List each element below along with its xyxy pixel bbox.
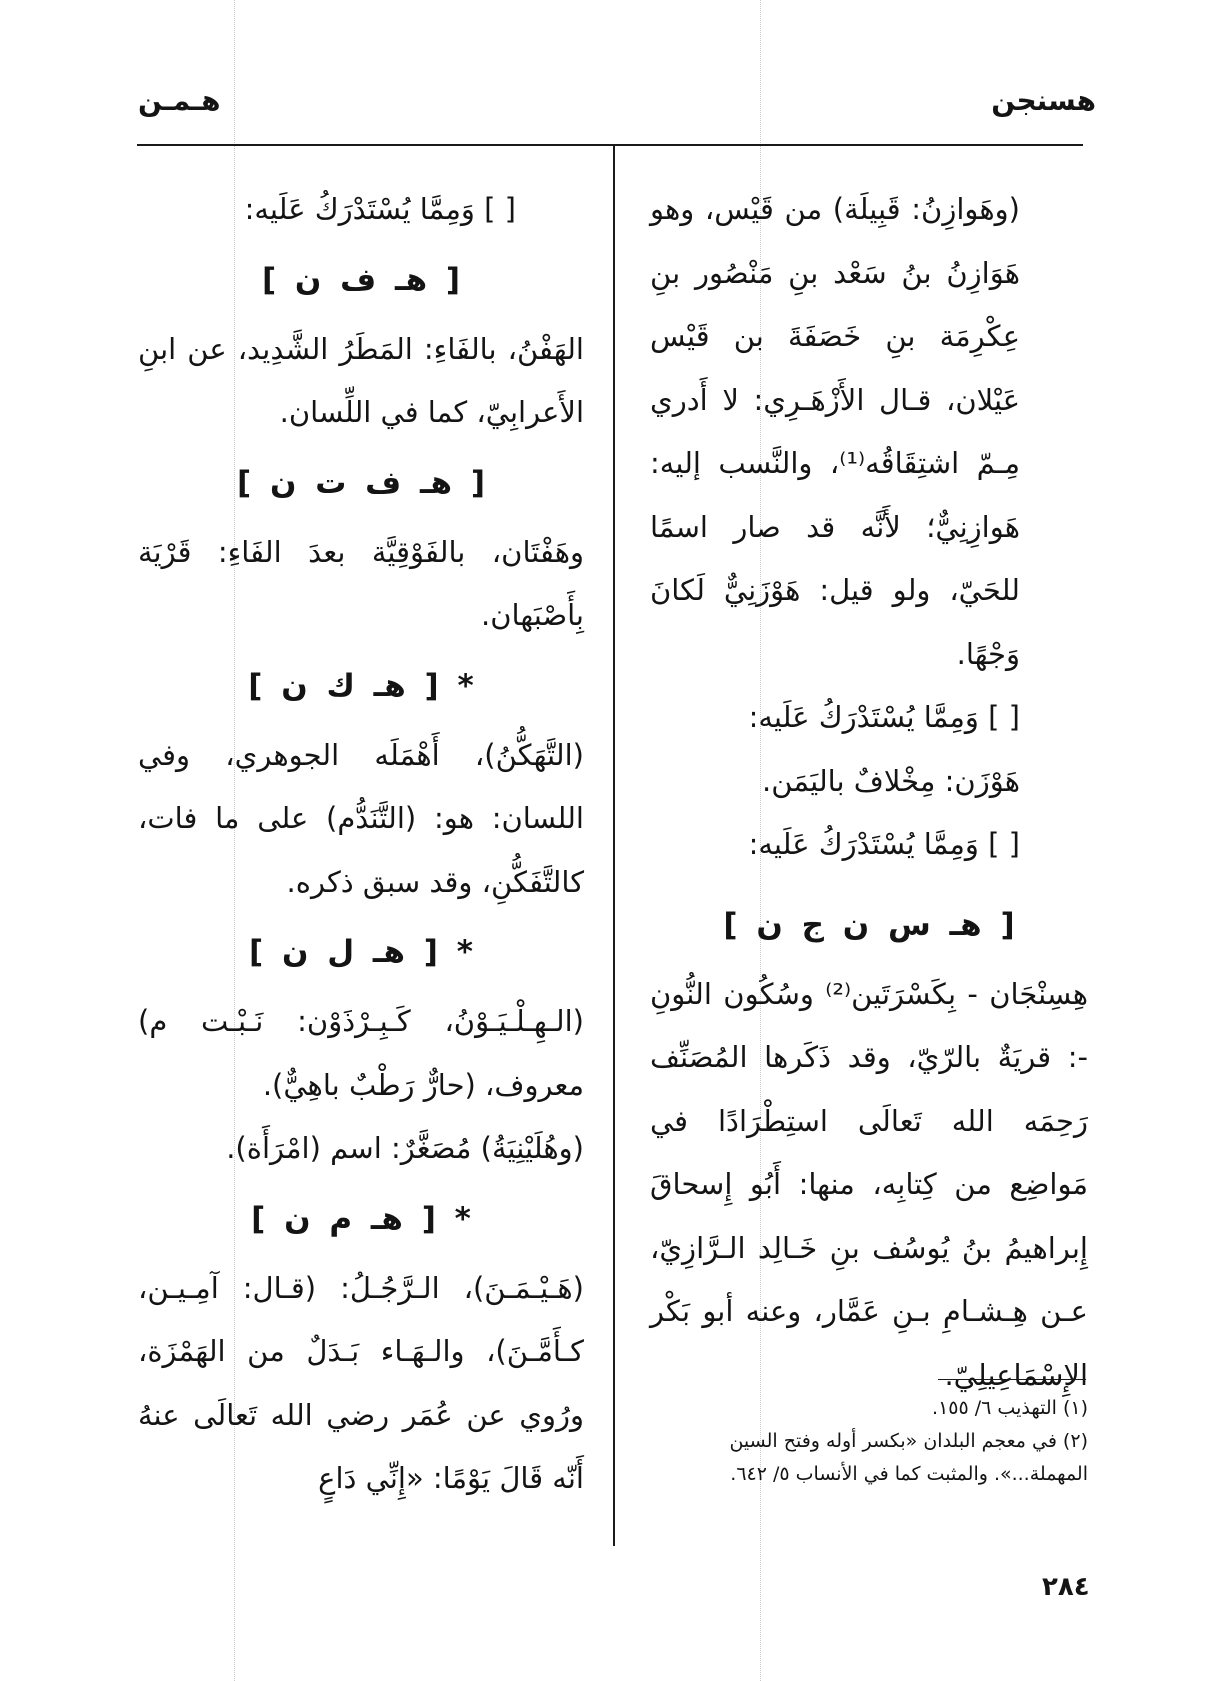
paragraph: هَوْزَن: مِخْلافٌ باليَمَن.	[762, 763, 1020, 798]
footnotes	[650, 1392, 1088, 1491]
paragraph: هِسِنْجَان - بِكَسْرَتَين⁽²⁾ وسُكُون النُّونِ -: قريَةٌ بالرّيّ، وقد ذَكَرها المُصَنِّف رَحِمَه الله تَعالَى استِطْرَادًا في مَواضِع من كِتابِه، منها: أَبُو إِسحاقَ إِبراهيمُ بنُ يُوسُف بنِ خَـالِد الـرَّازِيّ، عـن هِـشـامِ بـنِ عَمَّار، وعنه أبو بَكْر الإِسْمَاعِيلِيّ.	[650, 976, 1088, 1392]
footnote: (٢) في معجم البلدان «بكسر أوله وفتح السين المهملة...». والمثبت كما في الأنساب ٥/ ٦٤٢.	[729, 1430, 1088, 1485]
entry-heading: * [ هـ ك ن ]	[248, 667, 474, 704]
running-header-left: هـمـن	[138, 84, 221, 117]
entry-heading: [ هـ ف ت ن ]	[236, 464, 485, 501]
paragraph: (وهَوازِنُ: قَبِيلَة) من قَيْس، وهو هَوَازِنُ بنُ سَعْد بنِ مَنْصُور بنِ عِكْرِمَة بنِ خَصَفَةَ بن قَيْس عَيْلان، قـال الأَزْهَـرِي: لا أَدري مِـمّ اشتِقَاقُه⁽¹⁾، والنَّسب إليه: هَوازِنِيٌّ؛ لأَنَّه قد صار اسمًا للحَيّ، ولو قيل: هَوْزَنِيٌّ لَكانَ وَجْهًا.	[650, 192, 1020, 671]
entry-heading: * [ هـ ل ن ]	[249, 934, 473, 970]
paragraph: [ ] وَمِمَّا يُسْتَدْرَكُ عَلَيه:	[244, 192, 516, 226]
paragraph: وهَفْتَان، بالفَوْقِيَّة بعدَ الفَاءِ: قَرْيَة بِأَصْبَهان.	[138, 534, 584, 632]
paragraph: الهَفْنُ، بالفَاءِ: المَطَرُ الشَّدِيد، عن ابنِ الأَعرابِيّ، كما في اللِّسان.	[138, 331, 584, 429]
left-column	[138, 178, 584, 1511]
header-rule	[137, 144, 1083, 146]
paragraph: (وهُلَيْنِيَةُ) مُصَغَّرٌ: اسم (امْرَأَة).	[226, 1131, 584, 1165]
footnote-rule	[938, 1379, 1086, 1380]
right-column	[650, 178, 1088, 1407]
paragraph: (هَـيْـمَـنَ)، الـرَّجُـلُ: (قـال: آمِـيـن، كـأَمَّـنَ)، والـهَـاء بَـدَلٌ من الهَمْزَة، ورُوي عن عُمَر رضي الله تَعالَى عنهُ أَنّه قَالَ يَوْمًا: «إِنِّي دَاعٍ	[138, 1270, 584, 1495]
running-header-right: هسنجن	[991, 84, 1096, 117]
page-number: ٢٨٤	[1042, 1572, 1090, 1602]
paragraph: [ ] وَمِمَّا يُسْتَدْرَكُ عَلَيه:	[748, 700, 1020, 734]
paragraph: [ ] وَمِمَّا يُسْتَدْرَكُ عَلَيه:	[748, 827, 1020, 861]
column-divider	[613, 146, 615, 1546]
paragraph: (التَّهَكُّنُ)، أَهْمَلَه الجوهري، وفي اللسان: هو: (التَّنَدُّم) على ما فات، كالتَّفَكُّنِ، وقد سبق ذكره.	[138, 737, 584, 899]
entry-heading: * [ هـ م ن ]	[251, 1200, 471, 1237]
entry-heading: [ هـ س ن ج ن ]	[723, 906, 1015, 943]
paragraph: (الـهِـلْـيَـوْنُ، كَـبِـرْذَوْن: نَـبْـت م) معروف، (حارٌّ رَطْبٌ باهِيٌّ).	[138, 1004, 584, 1102]
entry-heading: [ هـ ف ن ]	[261, 261, 461, 298]
footnote: (١) التهذيب ٦/ ١٥٥.	[932, 1397, 1088, 1419]
